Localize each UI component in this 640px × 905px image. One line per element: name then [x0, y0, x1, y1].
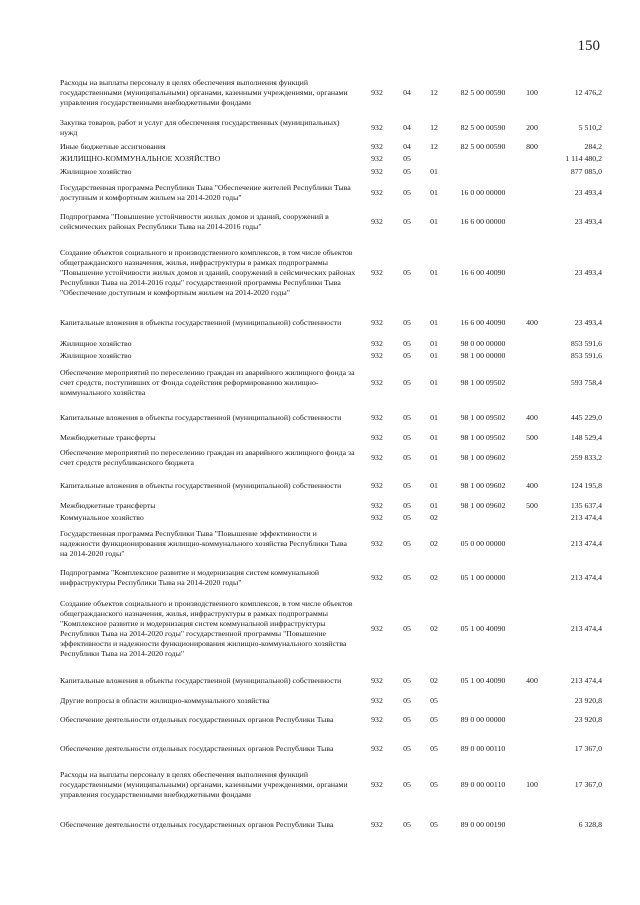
- grbs-code: 932: [371, 676, 383, 685]
- subsection-code: [420, 153, 448, 165]
- subsection-code: 05: [430, 820, 438, 829]
- grbs-code: 932: [371, 539, 383, 548]
- expense-type-code: [518, 512, 546, 524]
- amount: 23 493,4: [574, 268, 602, 277]
- expense-type-code: [518, 733, 546, 765]
- section-code: 05: [403, 167, 411, 176]
- amount: 213 474,4: [570, 513, 602, 522]
- subsection-code: 02: [430, 513, 438, 522]
- section-code: 05: [403, 481, 411, 490]
- table-row: [60, 404, 602, 432]
- section-code: 05: [403, 413, 411, 422]
- table-row: [60, 472, 602, 500]
- expense-type-code: [518, 564, 546, 591]
- section-code: 05: [403, 187, 411, 197]
- table-row: [60, 591, 602, 667]
- table-row: [60, 141, 602, 153]
- target-article-code: 05 1 00 40090: [460, 676, 506, 685]
- subsection-code: 12: [430, 88, 438, 97]
- subsection-code: 01: [430, 268, 438, 277]
- row-description: Расходы на выплаты персоналу в целях обеспечения выполнения функций государственными (муниципальными) органами, казенными учреждениями, органами управления государственными внебюджетными фондами: [60, 78, 348, 107]
- amount: 12 476,2: [574, 88, 602, 97]
- row-description: Расходы на выплаты персоналу в целях обеспечения выполнения функций государственными (муниципальными) органами, казенными учреждениями, органами управления государственными внебюджетными фондами: [60, 770, 348, 799]
- expense-type-code: [518, 707, 546, 733]
- subsection-code: 12: [430, 122, 438, 132]
- grbs-code: 932: [371, 624, 383, 633]
- expense-type-code: [518, 805, 546, 845]
- amount: 23 920,8: [574, 696, 602, 705]
- grbs-code: 932: [371, 378, 383, 387]
- section-code: 05: [403, 339, 411, 348]
- section-code: 05: [403, 453, 411, 462]
- target-article-code: [448, 165, 518, 179]
- table-row: [60, 564, 602, 591]
- amount: 593 758,4: [570, 378, 602, 387]
- grbs-code: 932: [371, 217, 383, 226]
- section-code: 05: [403, 696, 411, 705]
- grbs-code: 932: [371, 820, 383, 829]
- grbs-code: 932: [371, 142, 383, 151]
- grbs-code: 932: [371, 501, 383, 510]
- table-row: [60, 512, 602, 524]
- expense-type-code: [518, 524, 546, 564]
- subsection-code: 05: [430, 744, 438, 753]
- target-article-code: 98 1 00 09602: [460, 481, 506, 490]
- subsection-code: 05: [430, 715, 438, 724]
- subsection-code: 01: [430, 351, 438, 360]
- subsection-code: 02: [430, 572, 438, 582]
- subsection-code: 01: [430, 167, 438, 176]
- grbs-code: 932: [371, 88, 383, 97]
- grbs-code: 932: [371, 154, 383, 163]
- target-article-code: 89 0 00 00190: [460, 820, 506, 829]
- target-article-code: 82 5 00 00590: [460, 88, 506, 97]
- target-article-code: 16 0 00 00000: [460, 187, 506, 197]
- grbs-code: 932: [371, 318, 383, 327]
- section-code: 05: [403, 676, 411, 685]
- row-description: Капитальные вложения в объекты государственной (муниципальной) собственности: [60, 481, 342, 490]
- target-article-code: 16 6 00 00000: [460, 217, 506, 226]
- expense-type-code: [518, 206, 546, 238]
- target-article-code: 98 1 00 09502: [460, 433, 506, 442]
- row-description: Другие вопросы в области жилищно-коммунального хозяйства: [60, 696, 270, 705]
- page-number: 150: [577, 38, 600, 54]
- subsection-code: 01: [430, 433, 438, 442]
- row-description: Жилищное хозяйство: [60, 339, 132, 348]
- expense-type-code: [518, 238, 546, 308]
- grbs-code: 932: [371, 433, 383, 442]
- subsection-code: 01: [430, 413, 438, 422]
- section-code: 05: [403, 378, 411, 387]
- grbs-code: 932: [371, 481, 383, 490]
- row-description: Создание объектов социального и производственного комплексов, в том числе объектов общегражданского назначения, жилья, инфраструктуры в рамках подпрограммы "Комплексное развитие и модернизация систем коммунальной инфраструктуры Республики Тыва на 2014-2020 годы" государственной программы "Повышение эффективности и надежности функционирования жилищно-коммунального хозяйства Республики Тыва на 2014-2020 годы": [60, 599, 353, 658]
- row-description: Обеспечение деятельности отдельных государственных органов Республики Тыва: [60, 715, 334, 724]
- expense-type-code: 100: [526, 780, 538, 789]
- grbs-code: 932: [371, 268, 383, 277]
- row-description: Коммунальное хозяйство: [60, 513, 144, 522]
- section-code: 05: [403, 780, 411, 789]
- section-code: 04: [403, 88, 411, 97]
- section-code: 04: [403, 122, 411, 132]
- grbs-code: 932: [371, 351, 383, 360]
- row-description: Обеспечение деятельности отдельных государственных органов Республики Тыва: [60, 744, 334, 753]
- expense-type-code: [518, 362, 546, 404]
- row-description: Жилищное хозяйство: [60, 167, 132, 176]
- grbs-code: 932: [371, 122, 383, 132]
- section-code: 05: [403, 513, 411, 522]
- grbs-code: 932: [371, 744, 383, 753]
- row-description: Обеспечение деятельности отдельных государственных органов Республики Тыва: [60, 820, 334, 829]
- target-article-code: 98 1 00 00000: [460, 351, 506, 360]
- target-article-code: 82 5 00 00590: [460, 122, 506, 132]
- amount: 213 474,4: [570, 572, 602, 582]
- expense-type-code: [518, 591, 546, 667]
- target-article-code: 98 1 00 09502: [460, 413, 506, 422]
- subsection-code: 02: [430, 676, 438, 685]
- grbs-code: 932: [371, 780, 383, 789]
- amount: 135 637,4: [570, 501, 602, 510]
- amount: 23 493,4: [574, 318, 602, 327]
- table-row: [60, 114, 602, 141]
- table-row: [60, 733, 602, 765]
- amount: 23 493,4: [574, 217, 602, 226]
- amount: 5 510,2: [578, 122, 602, 132]
- row-description: Капитальные вложения в объекты государственной (муниципальной) собственности: [60, 413, 342, 422]
- section-code: 05: [403, 572, 411, 582]
- subsection-code: 02: [430, 624, 438, 633]
- grbs-code: 932: [371, 715, 383, 724]
- subsection-code: 01: [430, 501, 438, 510]
- section-code: 05: [403, 217, 411, 226]
- amount: 853 591,6: [570, 339, 602, 348]
- section-code: 05: [403, 318, 411, 327]
- amount: 213 474,4: [570, 676, 602, 685]
- section-code: 05: [403, 351, 411, 360]
- table-row: [60, 165, 602, 179]
- section-code: 05: [403, 154, 411, 163]
- row-description: Капитальные вложения в объекты государственной (муниципальной) собственности: [60, 318, 342, 327]
- expense-type-code: [518, 350, 546, 362]
- target-article-code: 05 0 00 00000: [460, 539, 506, 548]
- target-article-code: 98 1 00 09602: [460, 453, 506, 462]
- grbs-code: 932: [371, 413, 383, 422]
- amount: 877 085,0: [570, 167, 602, 176]
- expense-type-code: 400: [526, 481, 538, 490]
- target-article-code: 82 5 00 00590: [460, 142, 506, 151]
- table-row: [60, 153, 602, 165]
- table-row: [60, 524, 602, 564]
- table-row: [60, 338, 602, 350]
- expense-type-code: 400: [526, 318, 538, 327]
- section-code: 05: [403, 624, 411, 633]
- expense-type-code: [518, 179, 546, 206]
- subsection-code: 01: [430, 481, 438, 490]
- section-code: 05: [403, 268, 411, 277]
- row-description: Создание объектов социального и производственного комплексов, в том числе объектов общегражданского назначения, жилья, инфраструктуры в рамках подпрограммы "Повышение устойчивости жилых домов и зданий, сооружений в сейсмических районах Республики Тыва на 2014-2016 годы" государственной программы Республики Тыва "Обеспечение доступным и комфортным жильем на 2014-2020 годы": [60, 248, 356, 297]
- amount: 17 367,0: [574, 780, 602, 789]
- table-row: [60, 350, 602, 362]
- table-row: [60, 179, 602, 206]
- subsection-code: 01: [430, 217, 438, 226]
- amount: 259 833,2: [570, 453, 602, 462]
- expense-type-code: [518, 165, 546, 179]
- expense-type-code: 100: [526, 88, 538, 97]
- amount: 445 229,0: [570, 413, 602, 422]
- target-article-code: [448, 512, 518, 524]
- amount: 23 920,8: [574, 715, 602, 724]
- grbs-code: 932: [371, 696, 383, 705]
- section-code: 05: [403, 539, 411, 548]
- target-article-code: 89 0 00 00110: [460, 744, 506, 753]
- expense-type-code: 400: [526, 676, 538, 685]
- subsection-code: 02: [430, 539, 438, 548]
- subsection-code: 01: [430, 378, 438, 387]
- grbs-code: 932: [371, 339, 383, 348]
- subsection-code: 12: [430, 142, 438, 151]
- grbs-code: 932: [371, 513, 383, 522]
- grbs-code: 932: [371, 453, 383, 462]
- section-code: 05: [403, 744, 411, 753]
- row-description: ЖИЛИЩНО-КОММУНАЛЬНОЕ ХОЗЯЙСТВО: [60, 154, 221, 163]
- table-row: [60, 206, 602, 238]
- target-article-code: 98 0 00 00000: [460, 339, 506, 348]
- amount: 148 529,4: [570, 433, 602, 442]
- row-description: Подпрограмма "Повышение устойчивости жилых домов и зданий, сооружений в сейсмических районах Республики Тыва на 2014-2016 годы": [60, 212, 329, 231]
- table-row: [60, 432, 602, 444]
- amount: 853 591,6: [570, 351, 602, 360]
- target-article-code: 89 0 00 00110: [460, 780, 506, 789]
- target-article-code: 98 1 00 09602: [460, 501, 506, 510]
- expense-type-code: [518, 153, 546, 165]
- expense-type-code: [518, 338, 546, 350]
- grbs-code: 932: [371, 187, 383, 197]
- expense-type-code: 800: [526, 142, 538, 151]
- row-description: Иные бюджетные ассигнования: [60, 142, 166, 151]
- amount: 124 195,8: [570, 481, 602, 490]
- target-article-code: 98 1 00 09502: [460, 378, 506, 387]
- table-row: [60, 308, 602, 338]
- budget-table: [60, 72, 602, 845]
- target-article-code: 16 6 00 40090: [460, 318, 506, 327]
- grbs-code: 932: [371, 167, 383, 176]
- table-row: [60, 695, 602, 707]
- row-description: Жилищное хозяйство: [60, 351, 132, 360]
- table-row: [60, 72, 602, 114]
- row-description: Государственная программа Республики Тыва "Обеспечение жителей Республики Тыва доступным и комфортным жильем на 2014-2020 годы": [60, 182, 351, 202]
- expense-type-code: 400: [526, 413, 538, 422]
- subsection-code: 05: [430, 780, 438, 789]
- row-description: Подпрограмма "Комплексное развитие и модернизация систем коммунальной инфраструктуры Республики Тыва на 2014-2020 годы": [60, 567, 320, 587]
- table-row: [60, 707, 602, 733]
- target-article-code: 05 1 00 40090: [460, 624, 506, 633]
- subsection-code: 05: [430, 696, 438, 705]
- expense-type-code: [518, 695, 546, 707]
- section-code: 05: [403, 501, 411, 510]
- table-row: [60, 444, 602, 472]
- target-article-code: 89 0 00 00000: [460, 715, 506, 724]
- table-row: [60, 362, 602, 404]
- expense-type-code: 500: [526, 433, 538, 442]
- section-code: 05: [403, 820, 411, 829]
- subsection-code: 01: [430, 339, 438, 348]
- target-article-code: 16 6 00 40090: [460, 268, 506, 277]
- subsection-code: 01: [430, 318, 438, 327]
- table-row: [60, 667, 602, 695]
- grbs-code: 932: [371, 572, 383, 582]
- section-code: 05: [403, 715, 411, 724]
- amount: 23 493,4: [574, 187, 602, 197]
- table-row: [60, 500, 602, 512]
- row-description: Закупка товаров, работ и услуг для обеспечения государственных (муниципальных) нужд: [60, 117, 340, 137]
- expense-type-code: 200: [526, 122, 538, 132]
- row-description: Государственная программа Республики Тыва "Повышение эффективности и надежности функционирования жилищно-коммунального хозяйства Республики Тыва на 2014-2020 годы": [60, 529, 347, 558]
- row-description: Обеспечение мероприятий по переселению граждан из аварийного жилищного фонда за счет средств, поступивших от Фонда содействия реформированию жилищно-коммунального хозяйства: [60, 368, 355, 397]
- row-description: Капитальные вложения в объекты государственной (муниципальной) собственности: [60, 676, 342, 685]
- amount: 17 367,0: [574, 744, 602, 753]
- target-article-code: 05 1 00 00000: [460, 572, 506, 582]
- table-row: [60, 765, 602, 805]
- section-code: 05: [403, 433, 411, 442]
- target-article-code: [448, 153, 518, 165]
- section-code: 04: [403, 142, 411, 151]
- row-description: Межбюджетные трансферты: [60, 433, 156, 442]
- target-article-code: [448, 695, 518, 707]
- amount: 284,2: [584, 142, 602, 151]
- row-description: Обеспечение мероприятий по переселению граждан из аварийного жилищного фонда за счет средств республиканского бюджета: [60, 448, 355, 467]
- amount: 6 328,8: [578, 820, 602, 829]
- subsection-code: 01: [430, 187, 438, 197]
- expense-type-code: [518, 444, 546, 472]
- table-row: [60, 805, 602, 845]
- subsection-code: 01: [430, 453, 438, 462]
- amount: 1 114 480,2: [565, 154, 602, 163]
- amount: 213 474,4: [570, 539, 602, 548]
- table-row: [60, 238, 602, 308]
- row-description: Межбюджетные трансферты: [60, 501, 156, 510]
- expense-type-code: 500: [526, 501, 538, 510]
- amount: 213 474,4: [570, 624, 602, 633]
